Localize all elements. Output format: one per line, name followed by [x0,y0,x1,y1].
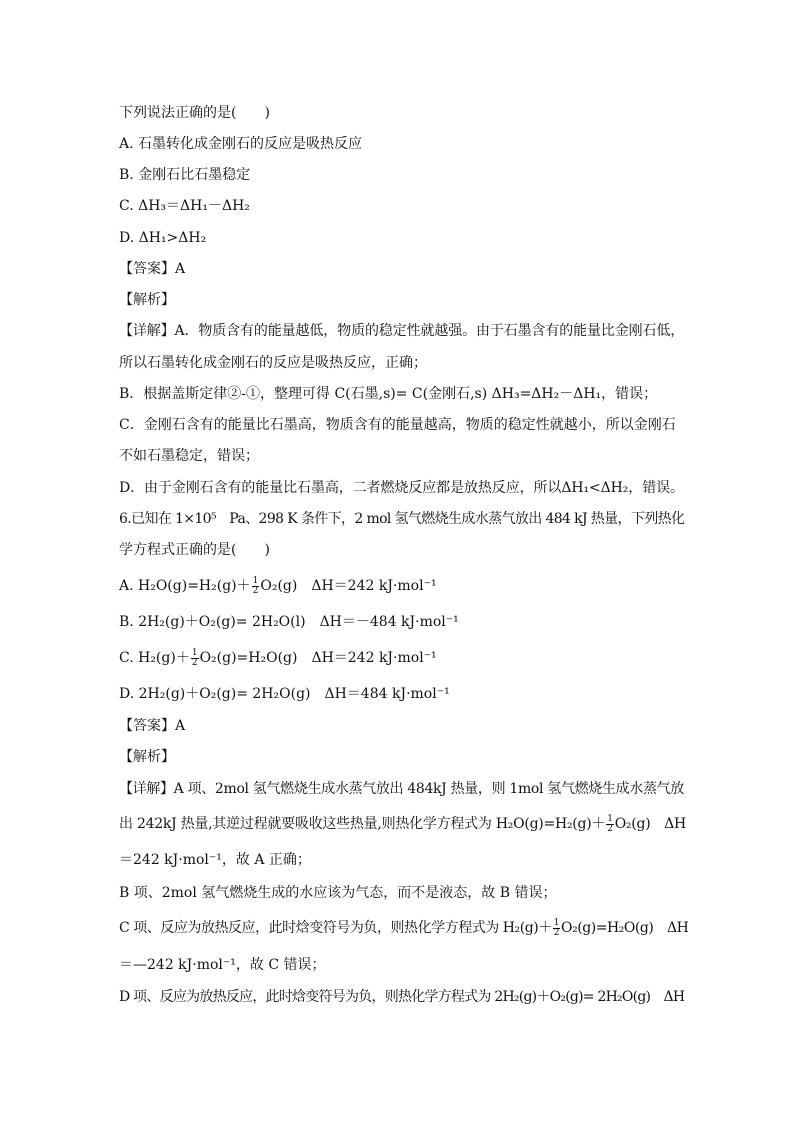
fraction-numerator: 1 [553,917,560,928]
explanation-line: C．金刚石含有的能量比石墨高，物质含有的能量越高，物质的稳定性就越小，所以金刚石 [119,417,676,433]
option-a [119,576,437,596]
analysis-heading: 【解析】 [119,292,175,308]
answer-label: 【答案】A [119,261,186,277]
explanation-line: 所以石墨转化成金刚石的反应是吸热反应，正确； [119,355,427,371]
fraction-numerator: 1 [252,575,259,586]
option-d: D. 2H₂(g)＋O₂(g)= 2H₂O(g) ΔH＝484 kJ·mol⁻¹ [119,686,450,702]
explanation-line: ＝—242 kJ·mol⁻¹，故 C 错误； [119,957,326,973]
fraction-numerator: 1 [607,813,613,824]
explanation-line: D 项、反应为放热反应，此时焓变符号为负，则热化学方程式为 2H₂(g)＋O₂(g)= 2H₂O(g) ΔH [119,989,685,1005]
analysis-heading: 【解析】 [119,749,175,765]
explanation-line: D．由于金刚石含有的能量比石墨高，二者燃烧反应都是放热反应，所以ΔH₁<ΔH₂，错误。 [119,480,684,496]
explanation-line: B 项、2mol 氢气燃烧生成的水应该为气态，而不是液态，故 B 错误； [119,885,557,901]
option-b: B. 金刚石比石墨稳定 [119,167,251,183]
equation-text: O₂(g)=H₂O(g) ΔH＝242 kJ·mol⁻¹ [199,650,437,666]
explanation-text: O₂(g) ΔH [614,816,686,832]
option-c: C. ΔH₃＝ΔH₁－ΔH₂ [119,198,250,214]
explanation-line: ＝242 kJ·mol⁻¹，故 A 正确； [119,852,311,868]
explanation-line: B．根据盖斯定律②-①，整理可得 C(石墨,s)= C(金刚石,s) ΔH₃=ΔH₂－ΔH₁，错误； [119,386,658,402]
fraction [191,649,199,668]
fraction [252,577,260,596]
fraction [606,815,613,834]
explanation-line: 不如石墨稳定，错误； [119,448,259,464]
explanation-line: 【详解】A．物质含有的能量越低，物质的稳定性就越强。由于石墨含有的能量比金刚石低， [119,323,685,339]
explanation-line [119,814,686,834]
explanation-line: 【详解】A 项、2mol 氢气燃烧生成水蒸气放出 484kJ 热量，则 1mol 氢气燃烧生成水蒸气放 [119,781,684,797]
explanation-line [119,918,688,938]
equation-text: C. H₂(g)＋ [119,650,190,666]
fraction [553,919,560,938]
equation-text: A. H₂O(g)=H₂(g)＋ [119,578,251,594]
fraction-denominator: 2 [191,657,198,668]
option-d: D. ΔH₁>ΔH₂ [119,230,207,246]
option-b: B. 2H₂(g)＋O₂(g)= 2H₂O(l) ΔH＝－484 kJ·mol⁻¹ [119,614,459,630]
fraction-numerator: 1 [191,647,198,658]
option-c [119,648,437,668]
explanation-text: 出 242kJ 热量,其逆过程就要吸收这些热量,则热化学方程式为 H₂O(g)=H₂(g)＋ [119,816,606,832]
answer-label: 【答案】A [119,718,186,734]
question-stem: 6.已知在 1×10⁵ Pa、298 K 条件下，2 mol 氢气燃烧生成水蒸气放出 484 kJ 热量，下列热化 [119,511,685,527]
equation-text: O₂(g) ΔH＝242 kJ·mol⁻¹ [260,578,437,594]
question-stem: 学方程式正确的是( ) [119,542,270,558]
question-stem: 下列说法正确的是( ) [119,105,270,121]
fraction-denominator: 2 [553,927,560,938]
explanation-text: C 项、反应为放热反应，此时焓变符号为负，则热化学方程式为 H₂(g)＋ [119,920,552,936]
fraction-denominator: 2 [607,823,613,834]
option-a: A. 石墨转化成金刚石的反应是吸热反应 [119,136,363,152]
explanation-text: O₂(g)=H₂O(g) ΔH [561,920,689,936]
fraction-denominator: 2 [252,585,259,596]
